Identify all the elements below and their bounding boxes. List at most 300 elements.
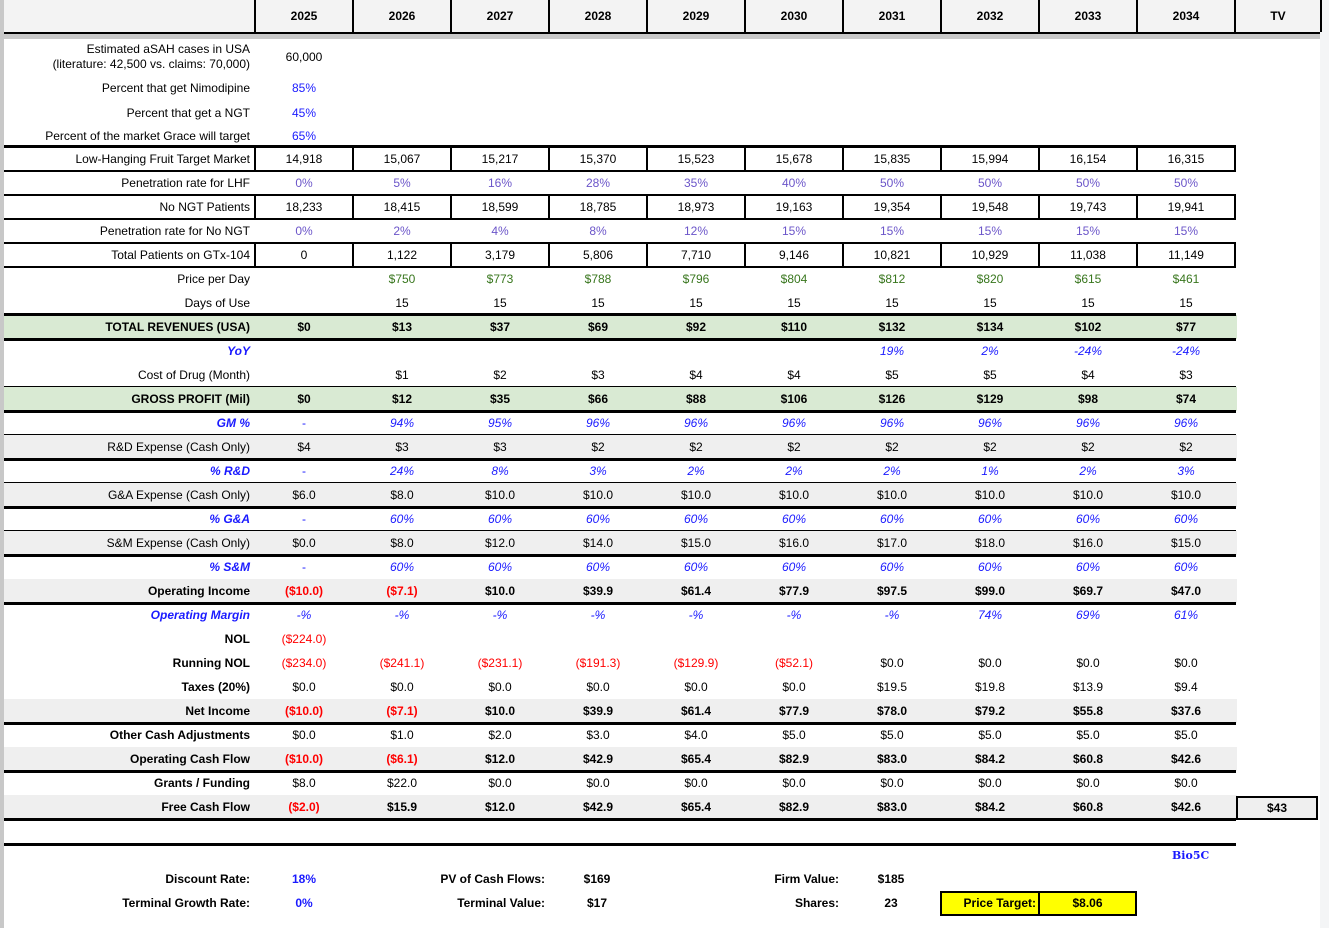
cell-rd-pct-2027[interactable]: 8%	[491, 464, 509, 478]
cell-other-cash-adjustments-2032[interactable]: $5.0	[978, 728, 1002, 742]
cell-taxes-2030[interactable]: $0.0	[782, 680, 806, 694]
cell-sm-pct-2028[interactable]: 60%	[585, 560, 611, 574]
cell-lhf-target-market-2029[interactable]: 15,523	[677, 152, 715, 166]
cost-of-drug-label: Cost of Drug (Month)	[137, 368, 250, 382]
cell-taxes-2033[interactable]: $13.9	[1072, 680, 1104, 694]
cell-other-cash-adjustments-2031[interactable]: $5.0	[880, 728, 904, 742]
cell-total-revenues-2031[interactable]: $132	[878, 320, 906, 334]
cell-operating-income-2028[interactable]: $39.9	[582, 584, 614, 598]
operating-margin-label: Operating Margin	[150, 608, 250, 622]
cell-net-income-2029[interactable]: $61.4	[680, 704, 712, 718]
cell-gross-profit-2030[interactable]: $106	[780, 392, 808, 406]
cell-operating-cash-flow-2027[interactable]: $12.0	[484, 752, 516, 766]
column-header-year-7[interactable]: 2032	[940, 0, 1038, 32]
cell-rd-pct-2034[interactable]: 3%	[1177, 464, 1195, 478]
column-header-year-6[interactable]: 2031	[842, 0, 940, 32]
cell-sm-expense-2026[interactable]: $8.0	[390, 536, 414, 550]
cell-total-patients-2028[interactable]: 5,806	[582, 248, 614, 262]
cell-penetration-no-ngt-2030[interactable]: 15%	[781, 224, 807, 238]
cell-rd-pct-2026[interactable]: 24%	[389, 464, 415, 478]
cell-sm-expense-2034[interactable]: $15.0	[1170, 536, 1202, 550]
cell-operating-cash-flow-2033[interactable]: $60.8	[1072, 752, 1104, 766]
cell-lhf-target-market-2034[interactable]: 16,315	[1167, 152, 1205, 166]
cell-days-of-use-2030[interactable]: 15	[787, 296, 801, 310]
cell-operating-cash-flow-2032[interactable]: $84.2	[974, 752, 1006, 766]
nimodipine-label: Percent that get Nimodipine	[101, 81, 250, 95]
price-target-value[interactable]: $8.06	[1072, 896, 1103, 910]
cell-gm-pct-2029[interactable]: 96%	[683, 416, 709, 430]
cell-rd-expense-2034[interactable]: $2	[1179, 440, 1193, 454]
cell-operating-margin-2031[interactable]: -%	[884, 608, 900, 622]
cell-penetration-lhf-2034[interactable]: 50%	[1173, 176, 1199, 190]
cell-net-income-2027[interactable]: $10.0	[484, 704, 516, 718]
cell-total-patients-2027[interactable]: 3,179	[484, 248, 516, 262]
cell-operating-margin-2032[interactable]: 74%	[977, 608, 1003, 622]
cell-operating-margin-2025[interactable]: -%	[296, 608, 312, 622]
cell-penetration-no-ngt-2026[interactable]: 2%	[393, 224, 411, 238]
cell-gm-pct-2034[interactable]: 96%	[1173, 416, 1199, 430]
cell-penetration-no-ngt-2032[interactable]: 15%	[977, 224, 1003, 238]
cell-price-per-day-2034[interactable]: $461	[1172, 272, 1200, 286]
cell-days-of-use-2029[interactable]: 15	[689, 296, 703, 310]
cell-operating-margin-2028[interactable]: -%	[590, 608, 606, 622]
cell-penetration-lhf-2027[interactable]: 16%	[487, 176, 513, 190]
cell-other-cash-adjustments-2028[interactable]: $3.0	[586, 728, 610, 742]
cell-sm-expense-2033[interactable]: $16.0	[1072, 536, 1104, 550]
cell-cost-of-drug-2031[interactable]: $5	[885, 368, 899, 382]
cell-lhf-target-market-2028[interactable]: 15,370	[579, 152, 617, 166]
column-header-tv[interactable]: TV	[1234, 0, 1322, 32]
cell-no-ngt-patients-2033[interactable]: 19,743	[1069, 200, 1107, 214]
cell-operating-income-2025[interactable]: ($10.0)	[284, 584, 324, 598]
cell-no-ngt-patients-2025[interactable]: 18,233	[285, 200, 323, 214]
cell-grants-funding-2028[interactable]: $0.0	[586, 776, 610, 790]
cell-days-of-use-2033[interactable]: 15	[1081, 296, 1095, 310]
cell-no-ngt-patients-2028[interactable]: 18,785	[579, 200, 617, 214]
cell-other-cash-adjustments-2030[interactable]: $5.0	[782, 728, 806, 742]
cell-days-of-use-2034[interactable]: 15	[1179, 296, 1193, 310]
cell-gm-pct-2030[interactable]: 96%	[781, 416, 807, 430]
cell-rd-pct-2025[interactable]: -	[302, 464, 306, 478]
cell-net-income-2028[interactable]: $39.9	[582, 704, 614, 718]
cell-total-revenues-2027[interactable]: $37	[489, 320, 511, 334]
cell-net-income-2026[interactable]: ($7.1)	[386, 704, 418, 718]
cell-running-nol-2029[interactable]: ($129.9)	[673, 656, 719, 670]
cell-rd-pct-2029[interactable]: 2%	[687, 464, 705, 478]
cell-price-per-day-2032[interactable]: $820	[976, 272, 1004, 286]
cell-operating-cash-flow-2028[interactable]: $42.9	[582, 752, 614, 766]
cell-total-patients-2032[interactable]: 10,929	[971, 248, 1009, 262]
cell-no-ngt-patients-2030[interactable]: 19,163	[775, 200, 813, 214]
cell-no-ngt-patients-2027[interactable]: 18,599	[481, 200, 519, 214]
cell-rd-expense-2027[interactable]: $3	[493, 440, 507, 454]
cell-total-patients-2026[interactable]: 1,122	[386, 248, 418, 262]
cell-gross-profit-2027[interactable]: $35	[489, 392, 511, 406]
cell-sm-expense-2031[interactable]: $17.0	[876, 536, 908, 550]
cell-ga-pct-2034[interactable]: 60%	[1173, 512, 1199, 526]
cell-penetration-no-ngt-2033[interactable]: 15%	[1075, 224, 1101, 238]
cell-sm-expense-2030[interactable]: $16.0	[778, 536, 810, 550]
cell-rd-pct-2028[interactable]: 3%	[589, 464, 607, 478]
cell-days-of-use-2026[interactable]: 15	[395, 296, 409, 310]
cell-operating-income-2027[interactable]: $10.0	[484, 584, 516, 598]
cell-total-patients-2029[interactable]: 7,710	[680, 248, 712, 262]
cell-penetration-lhf-2028[interactable]: 28%	[585, 176, 611, 190]
cell-gross-profit-2034[interactable]: $74	[1175, 392, 1197, 406]
cell-divider	[1038, 242, 1040, 268]
cell-total-revenues-2026[interactable]: $13	[391, 320, 413, 334]
cell-operating-cash-flow-2025[interactable]: ($10.0)	[284, 752, 324, 766]
cell-cost-of-drug-2033[interactable]: $4	[1081, 368, 1095, 382]
cell-penetration-lhf-2032[interactable]: 50%	[977, 176, 1003, 190]
cell-days-of-use-2027[interactable]: 15	[493, 296, 507, 310]
cell-rd-pct-2032[interactable]: 1%	[981, 464, 999, 478]
cell-lhf-target-market-2030[interactable]: 15,678	[775, 152, 813, 166]
cell-total-revenues-2025[interactable]: $0	[297, 320, 311, 334]
cell-penetration-lhf-2033[interactable]: 50%	[1075, 176, 1101, 190]
cell-rd-pct-2030[interactable]: 2%	[785, 464, 803, 478]
cell-operating-cash-flow-2034[interactable]: $42.6	[1170, 752, 1202, 766]
cell-days-of-use-2028[interactable]: 15	[591, 296, 605, 310]
cell-total-revenues-2032[interactable]: $134	[976, 320, 1004, 334]
price-target-label: Price Target:	[963, 896, 1036, 910]
cell-other-cash-adjustments-2025[interactable]: $0.0	[292, 728, 316, 742]
cell-grants-funding-2033[interactable]: $0.0	[1076, 776, 1100, 790]
cell-taxes-2028[interactable]: $0.0	[586, 680, 610, 694]
cell-operating-margin-2027[interactable]: -%	[492, 608, 508, 622]
cell-price-per-day-2028[interactable]: $788	[584, 272, 612, 286]
column-header-year-4[interactable]: 2029	[646, 0, 744, 32]
cell-other-cash-adjustments-2029[interactable]: $4.0	[684, 728, 708, 742]
cell-grants-funding-2026[interactable]: $22.0	[386, 776, 418, 790]
cell-sm-expense-2028[interactable]: $14.0	[582, 536, 614, 550]
cell-no-ngt-patients-2031[interactable]: 19,354	[873, 200, 911, 214]
cell-penetration-no-ngt-2031[interactable]: 15%	[879, 224, 905, 238]
cell-gm-pct-2032[interactable]: 96%	[977, 416, 1003, 430]
cell-gross-profit-2026[interactable]: $12	[391, 392, 413, 406]
cell-no-ngt-patients-2029[interactable]: 18,973	[677, 200, 715, 214]
cell-other-cash-adjustments-2034[interactable]: $5.0	[1174, 728, 1198, 742]
cell-gross-profit-2028[interactable]: $66	[587, 392, 609, 406]
cell-sm-pct-2031[interactable]: 60%	[879, 560, 905, 574]
boxed-row-border	[4, 146, 1236, 172]
cell-divider	[940, 146, 942, 172]
cell-operating-income-2031[interactable]: $97.5	[876, 584, 908, 598]
cell-no-ngt-patients-2034[interactable]: 19,941	[1167, 200, 1205, 214]
cell-gm-pct-2025[interactable]: -	[302, 416, 306, 430]
cell-ga-expense-2027[interactable]: $10.0	[484, 488, 516, 502]
cell-running-nol-2028[interactable]: ($191.3)	[575, 656, 621, 670]
cell-penetration-lhf-2025[interactable]: 0%	[295, 176, 313, 190]
cell-grants-funding-2025[interactable]: $8.0	[292, 776, 316, 790]
cell-days-of-use-2032[interactable]: 15	[983, 296, 997, 310]
cell-total-revenues-2029[interactable]: $92	[685, 320, 707, 334]
cell-cost-of-drug-2034[interactable]: $3	[1179, 368, 1193, 382]
cell-grants-funding-2031[interactable]: $0.0	[880, 776, 904, 790]
cell-grants-funding-2034[interactable]: $0.0	[1174, 776, 1198, 790]
cell-free-cash-flow-2032[interactable]: $84.2	[974, 800, 1006, 814]
cell-lhf-target-market-2032[interactable]: 15,994	[971, 152, 1009, 166]
rd-expense-label: R&D Expense (Cash Only)	[107, 440, 250, 454]
cell-sm-expense-2032[interactable]: $18.0	[974, 536, 1006, 550]
cell-nol-2025[interactable]: ($224.0)	[281, 632, 327, 646]
cell-price-per-day-2029[interactable]: $796	[682, 272, 710, 286]
cell-yoy-2031[interactable]: 19%	[879, 344, 905, 358]
cell-price-per-day-2026[interactable]: $750	[388, 272, 416, 286]
cell-penetration-no-ngt-2028[interactable]: 8%	[589, 224, 607, 238]
cell-total-revenues-2028[interactable]: $69	[587, 320, 609, 334]
cell-ga-expense-2031[interactable]: $10.0	[876, 488, 908, 502]
cell-ga-pct-2031[interactable]: 60%	[879, 512, 905, 526]
cell-total-revenues-2033[interactable]: $102	[1074, 320, 1102, 334]
nimodipine-value[interactable]: 85%	[291, 81, 317, 95]
grace-target-value[interactable]: 65%	[291, 129, 317, 143]
cell-ga-expense-2029[interactable]: $10.0	[680, 488, 712, 502]
cell-rd-expense-2028[interactable]: $2	[591, 440, 605, 454]
cell-penetration-lhf-2026[interactable]: 5%	[393, 176, 411, 190]
cell-operating-income-2032[interactable]: $99.0	[974, 584, 1006, 598]
cell-cost-of-drug-2026[interactable]: $1	[395, 368, 409, 382]
cell-penetration-no-ngt-2029[interactable]: 12%	[683, 224, 709, 238]
cell-ga-expense-2025[interactable]: $6.0	[292, 488, 316, 502]
cell-penetration-lhf-2030[interactable]: 40%	[781, 176, 807, 190]
cell-grants-funding-2030[interactable]: $0.0	[782, 776, 806, 790]
cell-operating-margin-2034[interactable]: 61%	[1173, 608, 1199, 622]
cell-sm-pct-2034[interactable]: 60%	[1173, 560, 1199, 574]
cell-lhf-target-market-2031[interactable]: 15,835	[873, 152, 911, 166]
cell-days-of-use-2031[interactable]: 15	[885, 296, 899, 310]
cell-total-revenues-2034[interactable]: $77	[1175, 320, 1197, 334]
cell-operating-margin-2026[interactable]: -%	[394, 608, 410, 622]
cell-grants-funding-2032[interactable]: $0.0	[978, 776, 1002, 790]
firm-value-value: $185	[877, 872, 905, 886]
cell-ga-pct-2027[interactable]: 60%	[487, 512, 513, 526]
cell-price-per-day-2027[interactable]: $773	[486, 272, 514, 286]
cell-net-income-2031[interactable]: $78.0	[876, 704, 908, 718]
vertical-scrollbar[interactable]	[1320, 0, 1329, 928]
cell-other-cash-adjustments-2026[interactable]: $1.0	[390, 728, 414, 742]
asah-cases-value[interactable]: 60,000	[285, 50, 323, 64]
cell-free-cash-flow-2025[interactable]: ($2.0)	[288, 800, 320, 814]
cell-gross-profit-2032[interactable]: $129	[976, 392, 1004, 406]
discount-rate-value[interactable]: 18%	[291, 872, 317, 886]
cell-price-per-day-2033[interactable]: $615	[1074, 272, 1102, 286]
cell-grants-funding-2029[interactable]: $0.0	[684, 776, 708, 790]
column-header-year-5[interactable]: 2030	[744, 0, 842, 32]
cell-net-income-2025[interactable]: ($10.0)	[284, 704, 324, 718]
cell-cost-of-drug-2032[interactable]: $5	[983, 368, 997, 382]
cell-ga-pct-2026[interactable]: 60%	[389, 512, 415, 526]
cell-total-revenues-2030[interactable]: $110	[780, 320, 808, 334]
days-of-use-label: Days of Use	[184, 296, 250, 310]
cell-running-nol-2031[interactable]: $0.0	[880, 656, 904, 670]
cell-taxes-2025[interactable]: $0.0	[292, 680, 316, 694]
cell-taxes-2029[interactable]: $0.0	[684, 680, 708, 694]
cell-total-patients-2031[interactable]: 10,821	[873, 248, 911, 262]
cell-sm-pct-2030[interactable]: 60%	[781, 560, 807, 574]
cell-rd-pct-2031[interactable]: 2%	[883, 464, 901, 478]
cell-gm-pct-2027[interactable]: 95%	[487, 416, 513, 430]
cell-divider	[548, 242, 550, 268]
cell-net-income-2034[interactable]: $37.6	[1170, 704, 1202, 718]
terminal-growth-value[interactable]: 0%	[295, 896, 313, 910]
cell-gross-profit-2025[interactable]: $0	[297, 392, 311, 406]
cell-free-cash-flow-2026[interactable]: $15.9	[386, 800, 418, 814]
cell-rd-expense-2025[interactable]: $4	[297, 440, 311, 454]
cell-free-cash-flow-2034[interactable]: $42.6	[1170, 800, 1202, 814]
cell-total-patients-2033[interactable]: 11,038	[1070, 248, 1106, 262]
cell-lhf-target-market-2026[interactable]: 15,067	[383, 152, 421, 166]
cell-ga-pct-2033[interactable]: 60%	[1075, 512, 1101, 526]
cell-sm-expense-2025[interactable]: $0.0	[292, 536, 316, 550]
cell-lhf-target-market-2033[interactable]: 16,154	[1069, 152, 1107, 166]
cell-divider	[940, 242, 942, 268]
cell-operating-income-2029[interactable]: $61.4	[680, 584, 712, 598]
cell-penetration-no-ngt-2034[interactable]: 15%	[1173, 224, 1199, 238]
column-header-year-2[interactable]: 2027	[450, 0, 548, 32]
cell-gross-profit-2029[interactable]: $88	[685, 392, 707, 406]
cell-free-cash-flow-2028[interactable]: $42.9	[582, 800, 614, 814]
cell-gm-pct-2028[interactable]: 96%	[585, 416, 611, 430]
column-header-year-1[interactable]: 2026	[352, 0, 450, 32]
cell-no-ngt-patients-2026[interactable]: 18,415	[383, 200, 421, 214]
cell-ga-expense-2034[interactable]: $10.0	[1170, 488, 1202, 502]
cell-operating-cash-flow-2030[interactable]: $82.9	[778, 752, 810, 766]
cell-free-cash-flow-2031[interactable]: $83.0	[876, 800, 908, 814]
cell-operating-margin-2029[interactable]: -%	[688, 608, 704, 622]
cell-running-nol-2033[interactable]: $0.0	[1076, 656, 1100, 670]
terminal-value-fcf-cell[interactable]: $43	[1236, 796, 1318, 820]
cell-cost-of-drug-2030[interactable]: $4	[787, 368, 801, 382]
cell-free-cash-flow-2030[interactable]: $82.9	[778, 800, 810, 814]
cell-operating-cash-flow-2029[interactable]: $65.4	[680, 752, 712, 766]
cell-ga-pct-2025[interactable]: -	[302, 512, 306, 526]
cell-total-patients-2025[interactable]: 0	[300, 248, 308, 262]
cell-sm-pct-2033[interactable]: 60%	[1075, 560, 1101, 574]
cell-ga-expense-2030[interactable]: $10.0	[778, 488, 810, 502]
cell-running-nol-2027[interactable]: ($231.1)	[477, 656, 523, 670]
cell-price-per-day-2031[interactable]: $812	[878, 272, 906, 286]
cell-sm-pct-2029[interactable]: 60%	[683, 560, 709, 574]
cell-rd-expense-2032[interactable]: $2	[983, 440, 997, 454]
cell-rd-expense-2026[interactable]: $3	[395, 440, 409, 454]
column-header-year-9[interactable]: 2034	[1136, 0, 1234, 32]
cell-operating-margin-2033[interactable]: 69%	[1075, 608, 1101, 622]
cell-free-cash-flow-2033[interactable]: $60.8	[1072, 800, 1104, 814]
cell-price-per-day-2030[interactable]: $804	[780, 272, 808, 286]
pv-cash-flows-label: PV of Cash Flows:	[440, 872, 545, 886]
cell-cost-of-drug-2029[interactable]: $4	[689, 368, 703, 382]
cell-sm-pct-2032[interactable]: 60%	[977, 560, 1003, 574]
cell-yoy-2033[interactable]: -24%	[1073, 344, 1102, 358]
pv-cash-flows-value: $169	[583, 872, 611, 886]
cell-net-income-2033[interactable]: $55.8	[1072, 704, 1104, 718]
cell-sm-expense-2029[interactable]: $15.0	[680, 536, 712, 550]
firm-value-label: Firm Value:	[774, 872, 839, 886]
cell-running-nol-2026[interactable]: ($241.1)	[379, 656, 425, 670]
cell-running-nol-2025[interactable]: ($234.0)	[281, 656, 327, 670]
cell-ga-expense-2033[interactable]: $10.0	[1072, 488, 1104, 502]
cell-ga-pct-2028[interactable]: 60%	[585, 512, 611, 526]
sm-pct-label: % S&M	[209, 560, 250, 574]
cell-penetration-no-ngt-2027[interactable]: 4%	[491, 224, 509, 238]
cell-free-cash-flow-2029[interactable]: $65.4	[680, 800, 712, 814]
cell-operating-income-2026[interactable]: ($7.1)	[386, 584, 418, 598]
cell-net-income-2030[interactable]: $77.9	[778, 704, 810, 718]
cell-rd-expense-2030[interactable]: $2	[787, 440, 801, 454]
cell-ga-expense-2026[interactable]: $8.0	[390, 488, 414, 502]
cell-running-nol-2032[interactable]: $0.0	[978, 656, 1002, 670]
cell-operating-margin-2030[interactable]: -%	[786, 608, 802, 622]
cell-other-cash-adjustments-2027[interactable]: $2.0	[488, 728, 512, 742]
cell-penetration-lhf-2029[interactable]: 35%	[683, 176, 709, 190]
cell-yoy-2034[interactable]: -24%	[1171, 344, 1200, 358]
cell-ga-expense-2032[interactable]: $10.0	[974, 488, 1006, 502]
cell-net-income-2032[interactable]: $79.2	[974, 704, 1006, 718]
cell-rd-expense-2029[interactable]: $2	[689, 440, 703, 454]
ngt-value[interactable]: 45%	[291, 106, 317, 120]
cell-operating-cash-flow-2026[interactable]: ($6.1)	[386, 752, 418, 766]
cell-grants-funding-2027[interactable]: $0.0	[488, 776, 512, 790]
cell-rd-pct-2033[interactable]: 2%	[1079, 464, 1097, 478]
cell-yoy-2032[interactable]: 2%	[981, 344, 999, 358]
cell-penetration-no-ngt-2025[interactable]: 0%	[295, 224, 313, 238]
cell-rd-expense-2031[interactable]: $2	[885, 440, 899, 454]
cell-divider	[548, 194, 550, 220]
cell-ga-expense-2028[interactable]: $10.0	[582, 488, 614, 502]
cell-ga-pct-2029[interactable]: 60%	[683, 512, 709, 526]
cell-ga-pct-2032[interactable]: 60%	[977, 512, 1003, 526]
cell-ga-pct-2030[interactable]: 60%	[781, 512, 807, 526]
cell-other-cash-adjustments-2033[interactable]: $5.0	[1076, 728, 1100, 742]
cell-taxes-2031[interactable]: $19.5	[876, 680, 908, 694]
cell-cost-of-drug-2027[interactable]: $2	[493, 368, 507, 382]
column-header-year-0[interactable]: 2025	[254, 0, 352, 32]
cell-operating-income-2030[interactable]: $77.9	[778, 584, 810, 598]
cell-gm-pct-2026[interactable]: 94%	[389, 416, 415, 430]
column-header-year-8[interactable]: 2033	[1038, 0, 1136, 32]
cell-penetration-lhf-2031[interactable]: 50%	[879, 176, 905, 190]
cell-rd-expense-2033[interactable]: $2	[1081, 440, 1095, 454]
cell-taxes-2026[interactable]: $0.0	[390, 680, 414, 694]
cell-operating-cash-flow-2031[interactable]: $83.0	[876, 752, 908, 766]
cell-total-patients-2030[interactable]: 9,146	[778, 248, 810, 262]
cell-operating-income-2034[interactable]: $47.0	[1170, 584, 1202, 598]
cell-sm-pct-2026[interactable]: 60%	[389, 560, 415, 574]
cell-cost-of-drug-2028[interactable]: $3	[591, 368, 605, 382]
cell-lhf-target-market-2027[interactable]: 15,217	[481, 152, 519, 166]
cell-lhf-target-market-2025[interactable]: 14,918	[285, 152, 323, 166]
cell-operating-income-2033[interactable]: $69.7	[1072, 584, 1104, 598]
cell-gross-profit-2031[interactable]: $126	[878, 392, 906, 406]
cell-total-patients-2034[interactable]: 11,149	[1168, 248, 1204, 262]
cell-gm-pct-2033[interactable]: 96%	[1075, 416, 1101, 430]
cell-taxes-2034[interactable]: $9.4	[1174, 680, 1198, 694]
column-header-year-3[interactable]: 2028	[548, 0, 646, 32]
cell-sm-pct-2025[interactable]: -	[302, 560, 306, 574]
cell-free-cash-flow-2027[interactable]: $12.0	[484, 800, 516, 814]
cell-sm-expense-2027[interactable]: $12.0	[484, 536, 516, 550]
cell-gm-pct-2031[interactable]: 96%	[879, 416, 905, 430]
cell-running-nol-2030[interactable]: ($52.1)	[774, 656, 814, 670]
cell-gross-profit-2033[interactable]: $98	[1077, 392, 1099, 406]
cell-no-ngt-patients-2032[interactable]: 19,548	[971, 200, 1009, 214]
cell-running-nol-2034[interactable]: $0.0	[1174, 656, 1198, 670]
cell-taxes-2027[interactable]: $0.0	[488, 680, 512, 694]
cell-divider	[646, 146, 648, 172]
cell-taxes-2032[interactable]: $19.8	[974, 680, 1006, 694]
cell-sm-pct-2027[interactable]: 60%	[487, 560, 513, 574]
